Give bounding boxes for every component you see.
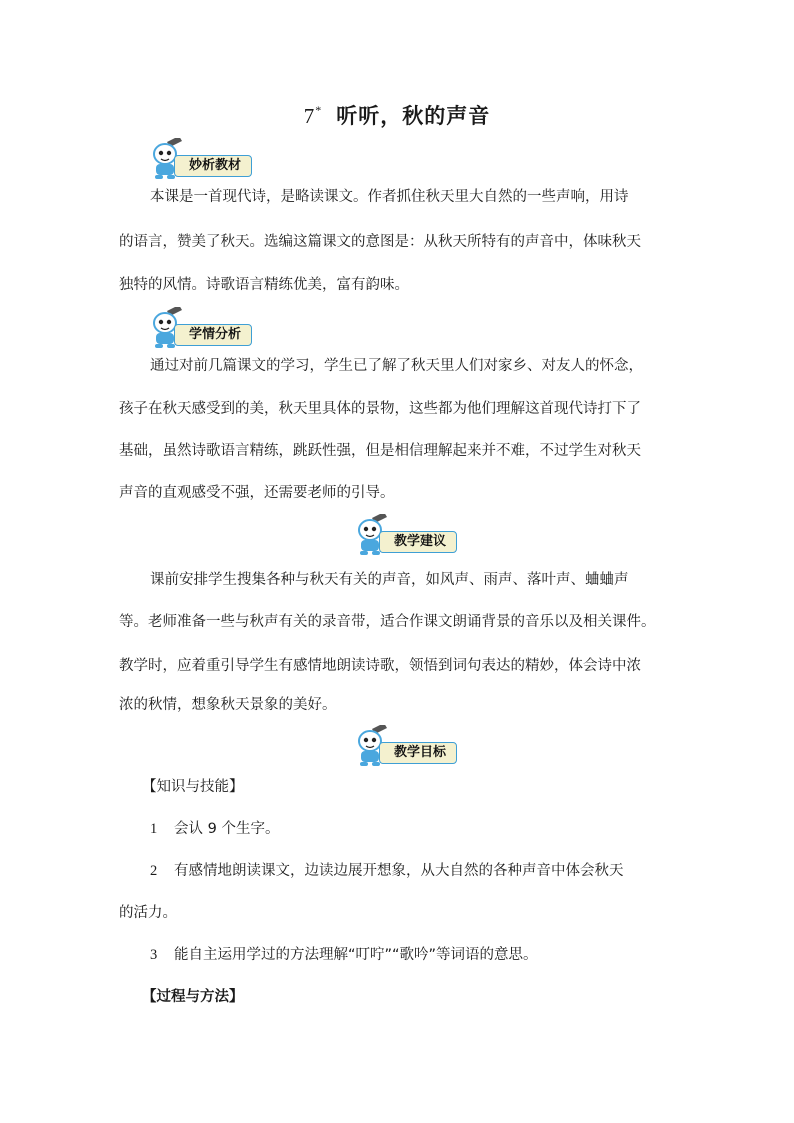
advice-line-4: 浓的秋情，想象秋天景象的美好。 — [119, 697, 337, 713]
lesson-number: 7* — [303, 103, 323, 128]
section-tag: 妙析教材 — [174, 155, 252, 177]
section-tag: 教学建议 — [379, 531, 457, 553]
section-tag: 学情分析 — [174, 324, 252, 346]
students-line-3: 基础，虽然诗歌语言精练，跳跃性强，但是相信理解起来并不难，不过学生对秋天 — [119, 443, 641, 459]
advice-line-3: 教学时，应着重引导学生有感情地朗读诗歌，领悟到词句表达的精妙，体会诗中浓 — [119, 658, 641, 674]
analysis-line-2: 的语言，赞美了秋天。选编这篇课文的意图是：从秋天所特有的声音中，体味秋天 — [119, 234, 641, 250]
analysis-line-1: 本课是一首现代诗，是略读课文。作者抓住秋天里大自然的一些声响，用诗 — [150, 189, 629, 205]
knowledge-skills-heading: 【知识与技能】 — [142, 779, 244, 795]
process-method-heading: 【过程与方法】 — [142, 989, 244, 1005]
goal-text: 能自主运用学过的方法理解“叮咛”“歌吟”等词语的意思。 — [174, 947, 538, 963]
section-heading-students — [150, 315, 310, 351]
students-line-4: 声音的直观感受不强，还需要老师的引导。 — [119, 485, 395, 501]
analysis-line-3: 独特的风情。诗歌语言精练优美，富有韵味。 — [119, 277, 409, 293]
advice-line-1: 课前安排学生搜集各种与秋天有关的声音，如风声、雨声、落叶声、蛐蛐声 — [150, 572, 629, 588]
goal-text: 有感情地朗读课文，边读边展开想象，从大自然的各种声音中体会秋天 — [174, 863, 624, 879]
goal-number: 1 — [150, 821, 158, 837]
students-line-2: 孩子在秋天感受到的美，秋天里具体的景物，这些都为他们理解这首现代诗打下了 — [119, 401, 641, 417]
section-heading-goals — [355, 733, 515, 769]
lesson-title: 听听，秋的声音 — [336, 104, 491, 128]
students-line-1: 通过对前几篇课文的学习，学生已了解了秋天里人们对家乡、对友人的怀念， — [150, 358, 643, 374]
goal-text: 会认 9 个生字。 — [174, 821, 280, 837]
goal-item-3 — [150, 948, 538, 963]
goal-number: 3 — [150, 947, 158, 963]
page-title — [0, 100, 794, 130]
goal-item-1 — [150, 822, 279, 837]
section-tag: 教学目标 — [379, 742, 457, 764]
section-heading-advice — [355, 522, 515, 558]
section-heading-analysis — [150, 146, 310, 182]
advice-line-2: 等。老师准备一些与秋声有关的录音带，适合作课文朗诵背景的音乐以及相关课件。 — [119, 614, 656, 630]
goal-number: 2 — [150, 863, 158, 879]
goal-item-2-cont: 的活力。 — [119, 905, 177, 921]
goal-item-2 — [150, 864, 624, 879]
